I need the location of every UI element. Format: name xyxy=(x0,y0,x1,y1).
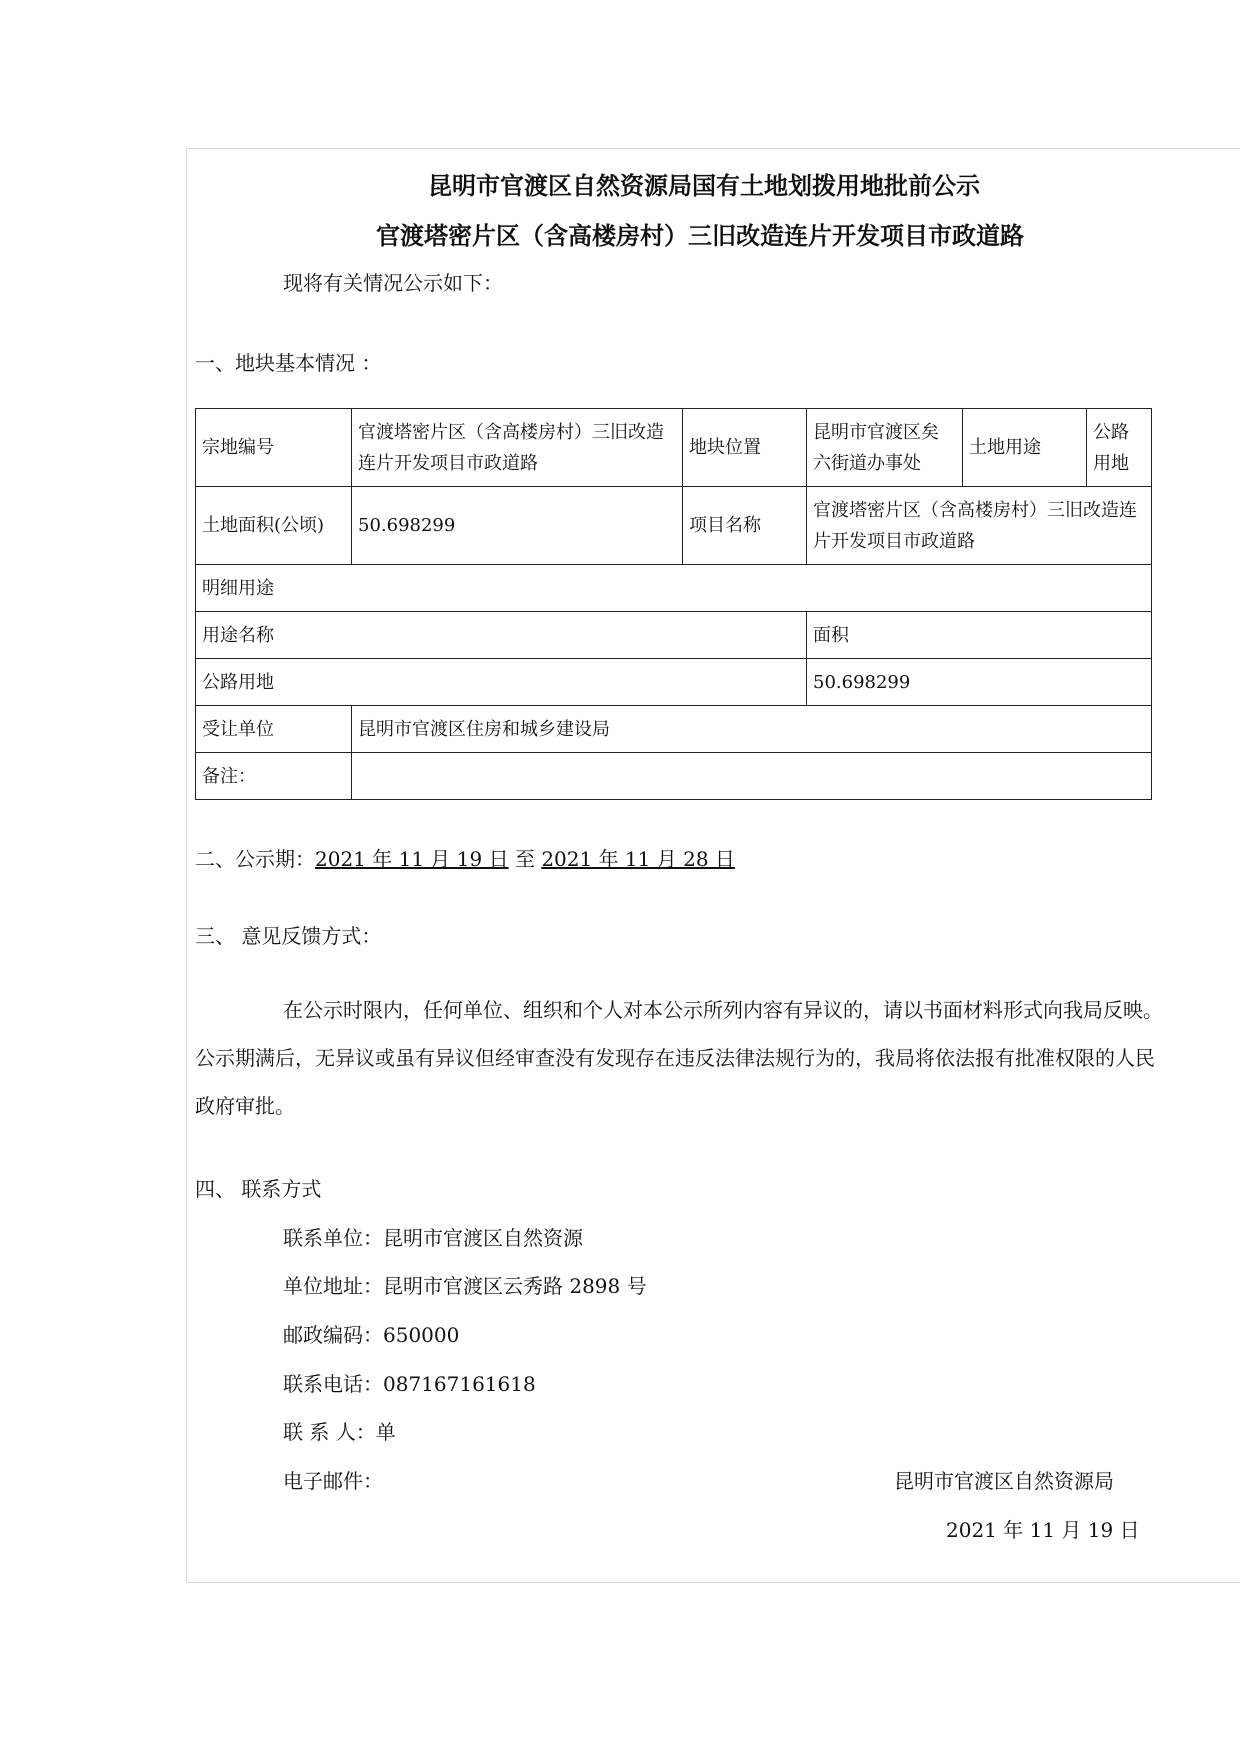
table-row xyxy=(196,753,1152,800)
table-row xyxy=(196,612,1152,659)
table-row xyxy=(196,659,1152,706)
period-end: 2021 年 11 月 28 日 xyxy=(541,847,735,871)
notice-title: 昆明市官渡区自然资源局国有土地划拨用地批前公示 xyxy=(428,171,980,200)
contact-phone: 联系电话：087167161618 xyxy=(283,1372,536,1396)
feedback-paragraph: 在公示时限内，任何单位、组织和个人对本公示所列内容有异议的，请以书面材料形式向我局反映。公示期满后，无异议或虽有异议但经审查没有发现存在违反法律法规行为的，我局将依法报有批准权限的人民政府审批。 xyxy=(195,998,1163,1118)
value-location: 昆明市官渡区矣六街道办事处 xyxy=(807,409,963,487)
value-project-name: 官渡塔密片区（含高楼房村）三旧改造连片开发项目市政道路 xyxy=(807,487,1152,565)
label-remarks: 备注： xyxy=(196,753,352,800)
table-row xyxy=(196,565,1152,612)
use-area-cell: 50.698299 xyxy=(807,659,1152,706)
contact-address: 单位地址：昆明市官渡区云秀路 2898 号 xyxy=(283,1274,647,1298)
section2-heading: 二、公示期： xyxy=(195,847,315,871)
label-location: 地块位置 xyxy=(683,409,807,487)
table-row xyxy=(196,706,1152,753)
header-use-name: 用途名称 xyxy=(196,612,807,659)
notice-subtitle: 官渡塔密片区（含高楼房村）三旧改造连片开发项目市政道路 xyxy=(376,221,1024,250)
contact-unit: 联系单位：昆明市官渡区自然资源 xyxy=(283,1226,583,1250)
label-parcel-id: 宗地编号 xyxy=(196,409,352,487)
land-info-table xyxy=(195,408,1152,800)
value-grantee: 昆明市官渡区住房和城乡建设局 xyxy=(352,706,1152,753)
value-parcel-id: 官渡塔密片区（含高楼房村）三旧改造连片开发项目市政道路 xyxy=(352,409,683,487)
period-to: 至 xyxy=(514,847,535,871)
table-row xyxy=(196,409,1152,487)
section4-heading: 四、 联系方式 xyxy=(195,1177,322,1201)
table-row xyxy=(196,487,1152,565)
header-area: 面积 xyxy=(807,612,1152,659)
label-land-use: 土地用途 xyxy=(963,409,1087,487)
section3-heading: 三、 意见反馈方式： xyxy=(195,924,382,948)
intro-text: 现将有关情况公示如下： xyxy=(283,271,503,295)
section1-heading: 一、地块基本情况 ： xyxy=(195,351,382,375)
label-grantee: 受让单位 xyxy=(196,706,352,753)
label-area: 土地面积(公顷) xyxy=(196,487,352,565)
signature-org: 昆明市官渡区自然资源局 xyxy=(894,1469,1114,1493)
contact-person: 联 系 人：单 xyxy=(283,1420,396,1444)
section2-line xyxy=(195,843,735,872)
label-project-name: 项目名称 xyxy=(683,487,807,565)
signature-date: 2021 年 11 月 19 日 xyxy=(946,1518,1140,1542)
value-area: 50.698299 xyxy=(352,487,683,565)
value-remarks xyxy=(352,753,1152,800)
contact-postcode: 邮政编码：650000 xyxy=(283,1323,460,1347)
value-land-use: 公路用地 xyxy=(1087,409,1152,487)
contact-email: 电子邮件： xyxy=(283,1469,383,1493)
use-name-cell: 公路用地 xyxy=(196,659,807,706)
period-start: 2021 年 11 月 19 日 xyxy=(315,847,509,871)
label-detail-use: 明细用途 xyxy=(196,565,1152,612)
